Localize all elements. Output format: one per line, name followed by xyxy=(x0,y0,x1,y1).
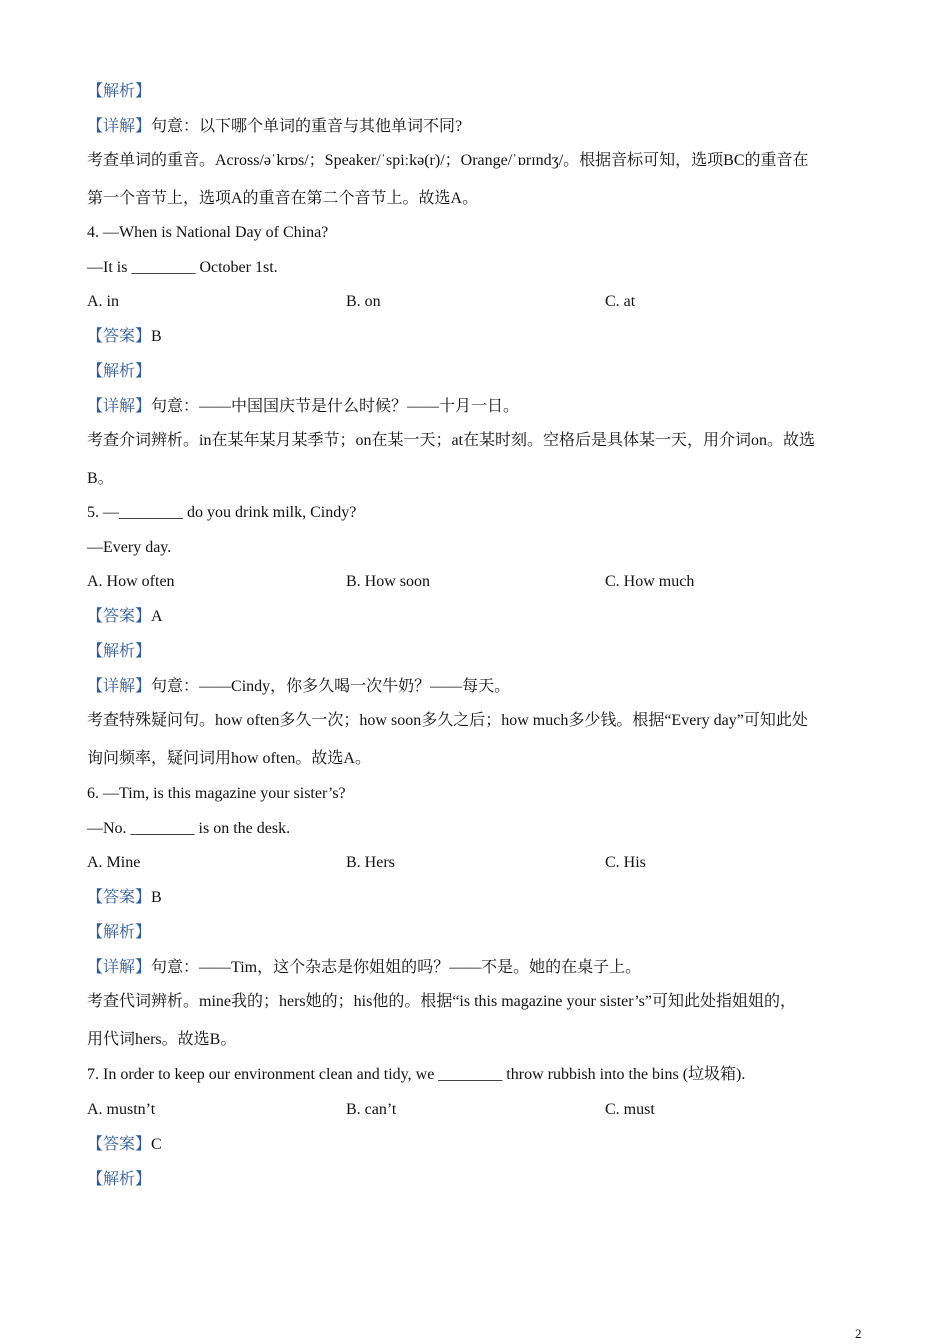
q6-detail-tag: 【详解】 xyxy=(87,959,152,976)
page-number: 2 xyxy=(855,1326,862,1341)
q3-explain-1: 考查单词的重音。Across/əˈkrɒs/；Speaker/ˈspiːkə(r)/；Orange/ˈɒrɪndʒ/。根据音标可知，选项BC的重音在 xyxy=(87,152,809,169)
q7-option-b: B. can’t xyxy=(346,1101,397,1118)
q6-answer-tag: 【答案】 xyxy=(87,889,152,906)
q5-option-a: A. How often xyxy=(87,573,175,590)
q6-detail-line xyxy=(87,958,641,978)
q6-explain-1: 考查代词辨析。mine我的；hers她的；his他的。根据“is this magazine your sister’s”可知此处指姐姐的， xyxy=(87,993,796,1010)
q6-answer-line xyxy=(87,888,162,908)
q5-detail-text: 句意：——Cindy，你多久喝一次牛奶？——每天。 xyxy=(151,678,511,695)
q5-detail-line xyxy=(87,677,510,697)
q4-option-c: C. at xyxy=(605,293,636,310)
q6-stem-2: —No. ________ is on the desk. xyxy=(87,820,291,837)
q5-answer-line xyxy=(87,607,163,627)
q5-option-c: C. How much xyxy=(605,573,695,590)
q6-option-c: C. His xyxy=(605,854,646,871)
q7-answer-tag: 【答案】 xyxy=(87,1136,152,1153)
q6-option-a: A. Mine xyxy=(87,854,141,871)
q7-option-a: A. mustn’t xyxy=(87,1101,156,1118)
q6-stem-1: 6. —Tim, is this magazine your sister’s? xyxy=(87,785,346,802)
q5-explain-1: 考查特殊疑问句。how often多久一次；how soon多久之后；how much多少钱。根据“Every day”可知此处 xyxy=(87,712,808,729)
q7-analysis-tag: 【解析】 xyxy=(87,1171,152,1188)
q4-detail-tag: 【详解】 xyxy=(87,398,152,415)
q4-explain-2: B。 xyxy=(87,470,114,487)
q5-detail-tag: 【详解】 xyxy=(87,678,152,695)
q3-detail-line xyxy=(87,117,462,137)
q4-analysis-tag: 【解析】 xyxy=(87,363,152,380)
q5-analysis-tag: 【解析】 xyxy=(87,643,152,660)
q6-detail-text: 句意：——Tim，这个杂志是你姐姐的吗？——不是。她的在桌子上。 xyxy=(151,959,642,976)
q4-answer-line xyxy=(87,327,162,347)
q7-option-c: C. must xyxy=(605,1101,655,1118)
q4-explain-1: 考查介词辨析。in在某年某月某季节；on在某一天；at在某时刻。空格后是具体某一天，用介词on。故选 xyxy=(87,432,815,449)
q6-analysis-tag: 【解析】 xyxy=(87,924,152,941)
q5-answer: A xyxy=(151,608,163,625)
q4-stem-2: —It is ________ October 1st. xyxy=(87,259,278,276)
q5-explain-2: 询问频率，疑问词用how often。故选A。 xyxy=(87,750,371,767)
q4-answer-tag: 【答案】 xyxy=(87,328,152,345)
q4-detail-text: 句意：——中国国庆节是什么时候？——十月一日。 xyxy=(151,398,520,415)
q3-analysis-tag: 【解析】 xyxy=(87,83,152,100)
q4-detail-line xyxy=(87,397,519,417)
q4-option-a: A. in xyxy=(87,293,119,310)
q5-answer-tag: 【答案】 xyxy=(87,608,152,625)
q3-detail-tag: 【详解】 xyxy=(87,118,152,135)
q6-explain-2: 用代词hers。故选B。 xyxy=(87,1031,237,1048)
q6-option-b: B. Hers xyxy=(346,854,395,871)
q5-option-b: B. How soon xyxy=(346,573,431,590)
q5-stem-1: 5. —________ do you drink milk, Cindy? xyxy=(87,504,357,521)
q4-option-b: B. on xyxy=(346,293,381,310)
q6-answer: B xyxy=(151,889,162,906)
q7-answer: C xyxy=(151,1136,162,1153)
q4-stem-1: 4. —When is National Day of China? xyxy=(87,224,329,241)
q7-stem-1: 7. In order to keep our environment clean and tidy, we ________ throw rubbish into the bins (垃圾箱). xyxy=(87,1066,746,1083)
q3-explain-2: 第一个音节上，选项A的重音在第二个音节上。故选A。 xyxy=(87,190,479,207)
q5-stem-2: —Every day. xyxy=(87,539,172,556)
q3-detail-text: 句意：以下哪个单词的重音与其他单词不同? xyxy=(151,118,463,135)
q7-answer-line xyxy=(87,1135,162,1155)
q4-answer: B xyxy=(151,328,162,345)
